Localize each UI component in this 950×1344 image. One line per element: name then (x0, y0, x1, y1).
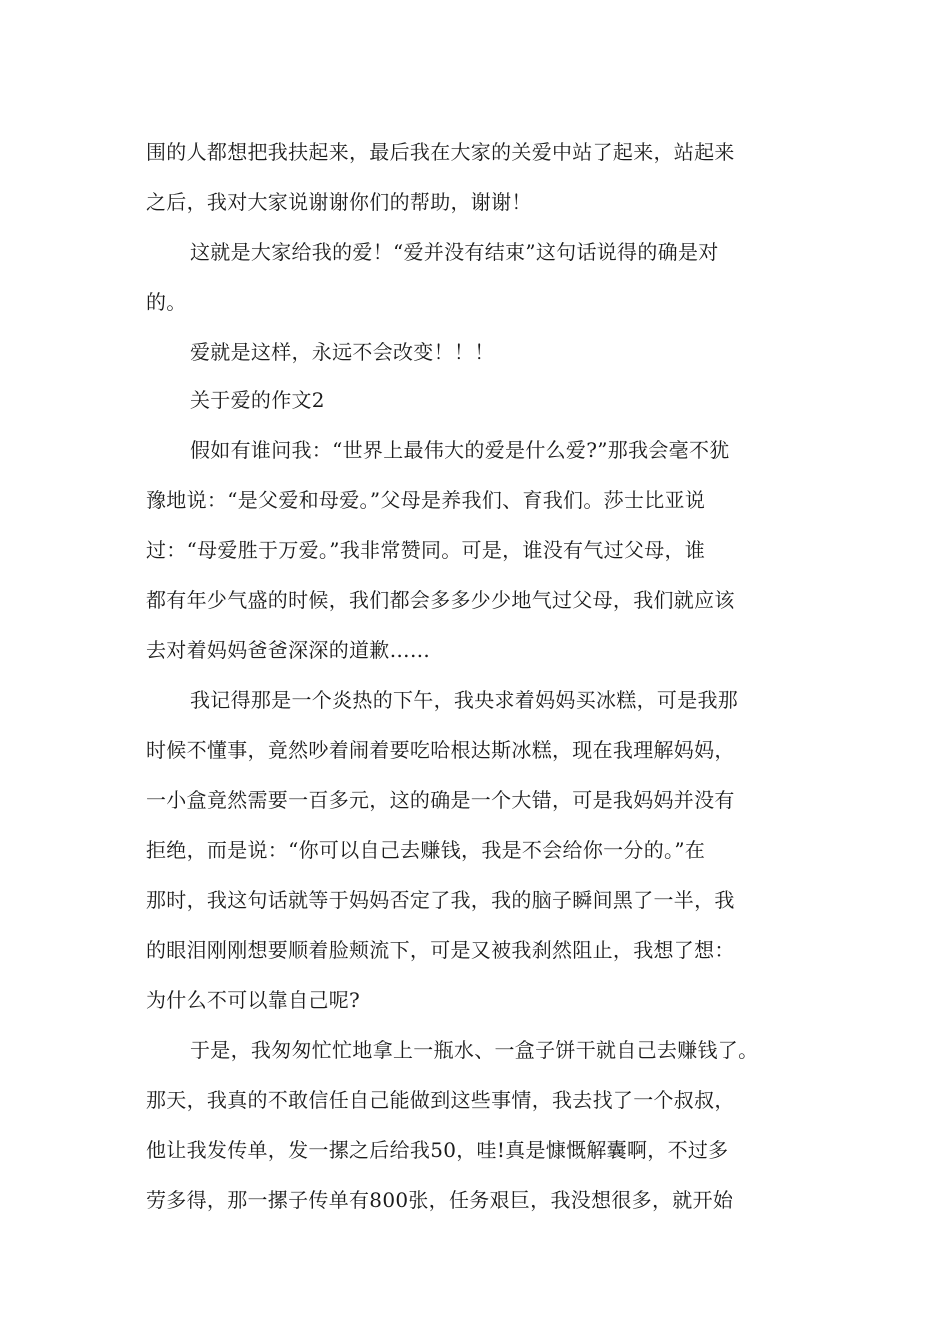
text-line: 过：“母爱胜于万爱。”我非常赞同。可是，谁没有气过父母，谁 (146, 538, 706, 562)
text-line: 我记得那是一个炎热的下午，我央求着妈妈买冰糕，可是我那 (190, 688, 739, 712)
text-line: 去对着妈妈爸爸深深的道歉…… (146, 638, 431, 662)
text-line: 他让我发传单，发一摞之后给我50，哇!真是慷慨解囊啊，不过多 (146, 1138, 729, 1162)
text-line: 那天，我真的不敢信任自己能做到这些事情，我去找了一个叔叔， (146, 1088, 735, 1112)
text-line: 的眼泪刚刚想要顺着脸颊流下，可是又被我刹然阻止，我想了想： (146, 938, 735, 962)
text-line: 于是，我匆匆忙忙地拿上一瓶水、一盒子饼干就自己去赚钱了。 (190, 1038, 759, 1062)
text-line: 这就是大家给我的爱！“爱并没有结束”这句话说得的确是对 (190, 240, 719, 264)
text-line: 拒绝，而是说：“你可以自己去赚钱，我是不会给你一分的。”在 (146, 838, 706, 862)
text-line: 的。 (146, 290, 187, 314)
text-line: 为什么不可以靠自己呢? (146, 988, 361, 1012)
text-line: 都有年少气盛的时候，我们都会多多少少地气过父母，我们就应该 (146, 588, 735, 612)
text-line: 劳多得，那一摞子传单有800张，任务艰巨，我没想很多，就开始 (146, 1188, 734, 1212)
text-line: 之后，我对大家说谢谢你们的帮助，谢谢！ (146, 190, 532, 214)
text-line: 一小盒竟然需要一百多元，这的确是一个大错，可是我妈妈并没有 (146, 788, 735, 812)
section-heading: 关于爱的作文2 (190, 388, 325, 412)
text-line: 豫地说：“是父爱和母爱。”父母是养我们、育我们。莎士比亚说 (146, 488, 706, 512)
text-line: 时候不懂事，竟然吵着闹着要吃哈根达斯冰糕，现在我理解妈妈， (146, 738, 735, 762)
text-line: 假如有谁问我：“世界上最伟大的爱是什么爱?”那我会毫不犹 (190, 438, 730, 462)
text-line: 围的人都想把我扶起来，最后我在大家的关爱中站了起来，站起来 (146, 140, 735, 164)
text-line: 那时，我这句话就等于妈妈否定了我，我的脑子瞬间黑了一半，我 (146, 888, 735, 912)
text-line: 爱就是这样，永远不会改变！！！ (190, 340, 495, 364)
